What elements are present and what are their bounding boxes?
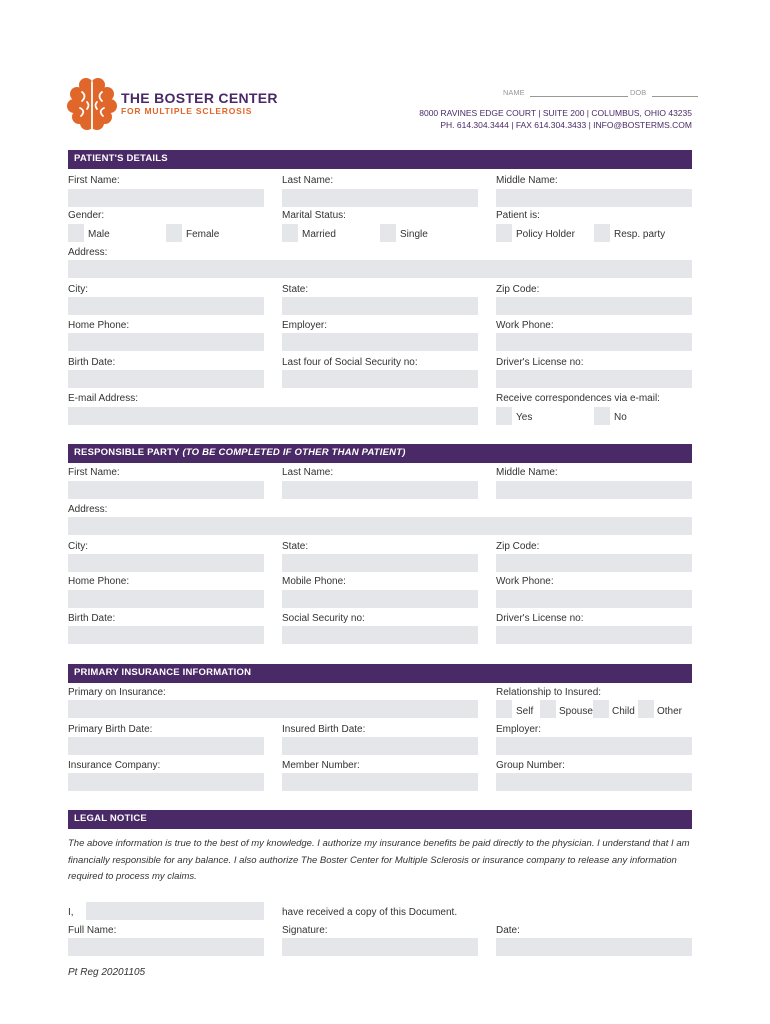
rp-first-name-field[interactable] [68,481,264,499]
brain-logo-icon [66,76,118,132]
marital-status-label: Marital Status: [282,210,346,221]
signature-field[interactable] [282,938,478,956]
insured-birth-date-field[interactable] [282,737,478,755]
patient-details-header [68,150,692,169]
group-number-label: Group Number: [496,760,565,771]
primary-on-insurance-field[interactable] [68,700,478,718]
dob-line[interactable] [652,96,698,97]
rp-work-phone-field[interactable] [496,590,692,608]
spouse-label: Spouse [559,706,593,717]
logo-subtitle: FOR MULTIPLE SCLEROSIS [121,106,253,116]
last-name-field[interactable] [282,189,478,207]
rp-last-name-label: Last Name: [282,467,334,478]
date-field[interactable] [496,938,692,956]
email-no-label: No [614,412,627,423]
address-field[interactable] [68,260,692,278]
email-no-checkbox[interactable] [594,407,610,425]
middle-name-label: Middle Name: [496,175,558,186]
female-label: Female [186,229,220,240]
resp-party-label: Resp. party [614,229,666,240]
zip-field[interactable] [496,297,692,315]
date-label: Date: [496,925,520,936]
male-label: Male [88,229,110,240]
rp-drivers-license-label: Driver's License no: [496,613,584,624]
section-title-main: RESPONSIBLE PARTY [74,447,180,458]
rp-ssn-label: Social Security no: [282,613,365,624]
contact-line: PH. 614.304.3444 | FAX 614.304.3433 | INFO@BOSTERMS.COM [440,120,692,130]
rp-address-field[interactable] [68,517,692,535]
married-label: Married [302,229,336,240]
child-label: Child [612,706,635,717]
name-line[interactable] [530,96,628,97]
ssn-field[interactable] [282,370,478,388]
birth-date-label: Birth Date: [68,357,116,368]
child-checkbox[interactable] [593,700,609,718]
primary-birth-date-label: Primary Birth Date: [68,724,153,735]
self-label: Self [516,706,534,717]
other-checkbox[interactable] [638,700,654,718]
i-name-field[interactable] [86,902,264,920]
last-name-label: Last Name: [282,175,334,186]
signature-label: Signature: [282,925,328,936]
responsible-party-header [68,444,692,463]
home-phone-label: Home Phone: [68,320,130,331]
single-checkbox[interactable] [380,224,396,242]
section-title: PRIMARY INSURANCE INFORMATION [74,667,252,678]
rp-mobile-phone-field[interactable] [282,590,478,608]
city-field[interactable] [68,297,264,315]
legal-notice-header [68,810,692,829]
name-label: NAME [503,88,525,97]
zip-label: Zip Code: [496,284,540,295]
section-title: LEGAL NOTICE [74,813,147,824]
drivers-license-label: Driver's License no: [496,357,584,368]
group-number-field[interactable] [496,773,692,791]
spouse-checkbox[interactable] [540,700,556,718]
home-phone-field[interactable] [68,333,264,351]
insured-birth-date-label: Insured Birth Date: [282,724,366,735]
resp-party-checkbox[interactable] [594,224,610,242]
full-name-field[interactable] [68,938,264,956]
rp-work-phone-label: Work Phone: [496,576,554,587]
rp-zip-field[interactable] [496,554,692,572]
rp-middle-name-field[interactable] [496,481,692,499]
rp-home-phone-field[interactable] [68,590,264,608]
work-phone-label: Work Phone: [496,320,554,331]
section-title: PATIENT'S DETAILS [74,153,168,164]
rp-ssn-field[interactable] [282,626,478,644]
policy-holder-checkbox[interactable] [496,224,512,242]
work-phone-field[interactable] [496,333,692,351]
state-label: State: [282,284,309,295]
birth-date-field[interactable] [68,370,264,388]
ins-employer-field[interactable] [496,737,692,755]
married-checkbox[interactable] [282,224,298,242]
rp-last-name-field[interactable] [282,481,478,499]
logo-title: THE BOSTER CENTER [121,90,278,106]
insurance-company-label: Insurance Company: [68,760,161,771]
employer-label: Employer: [282,320,328,331]
male-checkbox[interactable] [68,224,84,242]
dob-label: DOB [630,88,647,97]
address-label: Address: [68,247,108,258]
single-label: Single [400,229,428,240]
rp-state-field[interactable] [282,554,478,572]
i-label: I, [68,907,74,918]
self-checkbox[interactable] [496,700,512,718]
rp-birth-date-label: Birth Date: [68,613,116,624]
rp-address-label: Address: [68,504,108,515]
rp-middle-name-label: Middle Name: [496,467,558,478]
rp-state-label: State: [282,541,309,552]
address-line: 8000 RAVINES EDGE COURT | SUITE 200 | COLUMBUS, OHIO 43235 [419,108,692,118]
city-label: City: [68,284,88,295]
first-name-label: First Name: [68,175,120,186]
rp-home-phone-label: Home Phone: [68,576,130,587]
state-field[interactable] [282,297,478,315]
email-yes-checkbox[interactable] [496,407,512,425]
employer-field[interactable] [282,333,478,351]
insurance-company-field[interactable] [68,773,264,791]
rp-zip-label: Zip Code: [496,541,540,552]
rp-first-name-label: First Name: [68,467,120,478]
section-title [74,447,406,458]
first-name-field[interactable] [68,189,264,207]
relationship-label: Relationship to Insured: [496,687,602,698]
receive-email-label: Receive correspondences via e-mail: [496,393,660,404]
ssn-label: Last four of Social Security no: [282,357,418,368]
patient-is-label: Patient is: [496,210,540,221]
insurance-header [68,664,692,683]
member-number-label: Member Number: [282,760,360,771]
gender-label: Gender: [68,210,105,221]
rp-city-field[interactable] [68,554,264,572]
email-label: E-mail Address: [68,393,139,404]
email-field[interactable] [68,407,478,425]
primary-birth-date-field[interactable] [68,737,264,755]
legal-notice-text: The above information is true to the best of my knowledge. I authorize my insurance benefits be paid directly to the physician. I understand that I am financially responsible for any balance. I also authorize The Boster Center for Multiple Sclerosis or insurance company to release any information required to process my claims. [68,838,690,882]
member-number-field[interactable] [282,773,478,791]
primary-on-insurance-label: Primary on Insurance: [68,687,166,698]
drivers-license-field[interactable] [496,370,692,388]
other-label: Other [657,706,683,717]
rp-drivers-license-field[interactable] [496,626,692,644]
policy-holder-label: Policy Holder [516,229,575,240]
female-checkbox[interactable] [166,224,182,242]
form-code: Pt Reg 20201105 [68,967,146,978]
ins-employer-label: Employer: [496,724,542,735]
rp-mobile-phone-label: Mobile Phone: [282,576,346,587]
rp-birth-date-field[interactable] [68,626,264,644]
email-yes-label: Yes [516,412,533,423]
received-copy-text: have received a copy of this Document. [282,907,458,918]
rp-city-label: City: [68,541,88,552]
full-name-label: Full Name: [68,925,117,936]
section-title-note: (TO BE COMPLETED IF OTHER THAN PATIENT) [182,447,406,458]
middle-name-field[interactable] [496,189,692,207]
